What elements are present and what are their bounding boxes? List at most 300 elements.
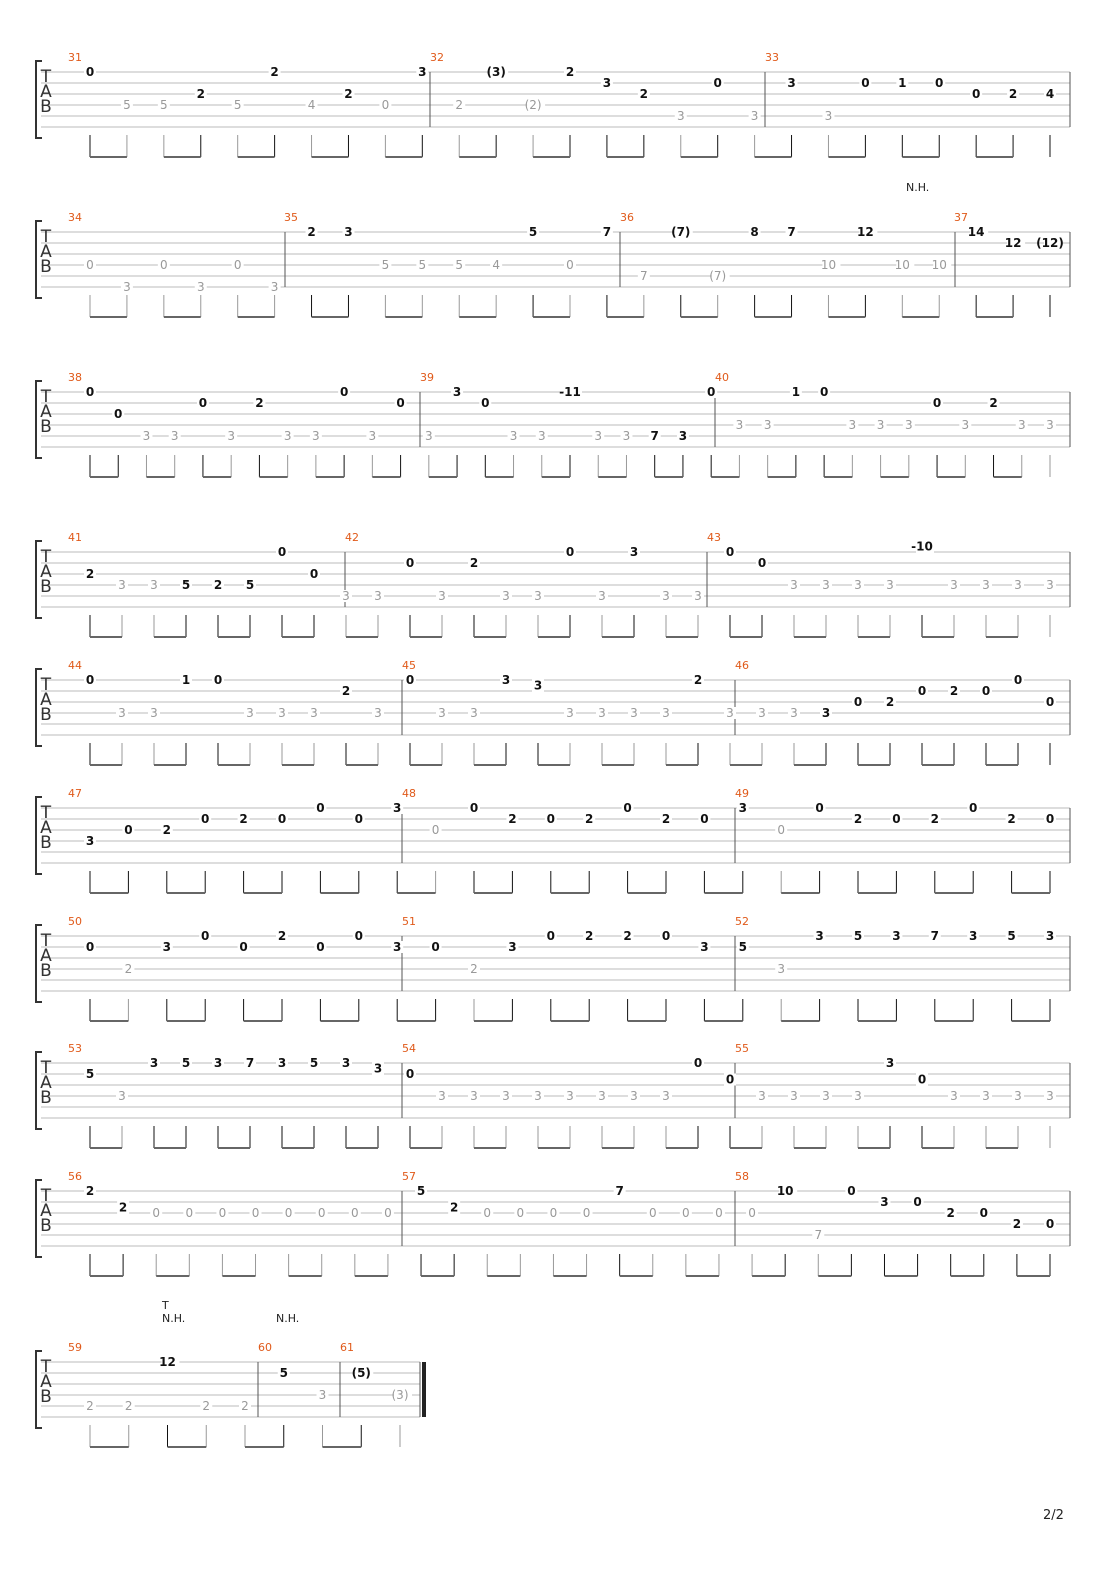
tab-clef-letter: B [40,1216,52,1236]
measure-number: 33 [765,51,779,64]
fret-number: 0 [381,98,390,112]
fret-number: 0 [201,812,210,826]
fret-number: 3 [662,706,670,720]
fret-number: 5 [853,929,863,943]
fret-number: 3 [602,76,612,90]
fret-number: 0 [700,812,709,826]
fret-number: 3 [118,578,126,592]
measure-number: 42 [345,531,359,544]
fret-number: 2 [585,929,594,943]
fret-number: 3 [118,706,126,720]
fret-number: 0 [715,1206,723,1220]
tab-system [36,371,1070,477]
fret-number: 0 [777,823,786,837]
fret-number: 3 [961,418,970,432]
tab-clef-letter: A [40,1073,52,1093]
tab-clef-letter: B [40,705,52,725]
tab-clef-letter: B [40,417,52,437]
fret-number: 3 [854,1089,862,1103]
fret-number: 3 [630,1089,638,1103]
fret-number: 2 [85,1184,95,1198]
fret-number: 3 [452,385,462,399]
tab-system [36,787,1070,893]
tab-clef-letter: T [40,1058,52,1078]
fret-number: 2 [118,1200,128,1215]
fret-number: 5 [85,1067,95,1081]
fret-number: 3 [502,589,510,603]
fret-number: 3 [738,801,747,815]
fret-number: 3 [502,1089,510,1103]
fret-number: 3 [885,1056,895,1070]
tab-clef-letter: A [40,402,52,422]
fret-number: 0 [815,801,824,815]
fret-number: 3 [630,706,638,720]
fret-number: 3 [533,678,543,693]
fret-number: 0 [565,545,575,559]
tab-system [36,531,1070,637]
fret-number: 3 [508,940,517,954]
fret-number: 10 [931,258,947,272]
measure-number: 51 [402,915,416,928]
fret-number: 3 [886,578,894,592]
fret-number: 7 [245,1056,255,1070]
fret-number: 3 [393,940,402,954]
fret-number: 12 [1004,236,1022,250]
fret-number: 0 [124,823,133,837]
fret-number: 0 [661,929,671,943]
fret-number: 3 [278,706,286,720]
fret-number: 3 [905,418,913,432]
measure-number: 41 [68,531,82,544]
fret-number: 7 [602,225,612,239]
fret-number: 0 [405,673,415,687]
page-number: 2/2 [1043,1508,1064,1523]
tab-clef-letter: T [40,803,52,823]
fret-number: 7 [930,929,939,943]
fret-number: 3 [950,578,958,592]
tab-system [36,51,1070,157]
fret-number: 7 [640,269,648,283]
fret-number: 1 [791,385,801,399]
tab-clef-letter: B [40,1387,52,1407]
fret-number: 5 [181,1056,191,1070]
fret-number: 2 [930,812,939,826]
fret-number: 5 [245,578,255,592]
fret-number: 2 [470,962,478,976]
fret-number: 2 [344,87,353,101]
fret-number: 0 [277,545,287,559]
fret-number: 3 [1046,578,1054,592]
fret-number: 3 [149,1056,159,1070]
fret-number: 0 [316,801,325,815]
fret-number: 2 [270,65,279,79]
fret-number: 3 [509,429,518,443]
fret-number: 3 [700,940,709,954]
fret-number: 0 [861,76,870,90]
fret-number: 0 [566,258,574,272]
fret-number: 3 [982,1089,990,1103]
fret-number: 0 [85,673,95,687]
fret-number: 0 [648,1206,657,1220]
fret-number: 2 [946,1206,955,1220]
fret-number: 3 [622,429,631,443]
fret-number: 0 [853,695,863,709]
measure-number: 35 [284,211,298,224]
fret-number: 3 [1014,578,1022,592]
measure-number: 38 [68,371,82,384]
fret-number: 1 [898,76,907,90]
fret-number: 2 [693,673,703,687]
fret-number: 3 [892,929,901,943]
fret-number: 0 [354,812,363,826]
annotation-text: N.H. [276,1312,300,1325]
measure-number: 56 [68,1170,82,1183]
fret-number: 2 [885,695,895,709]
fret-number: 2 [469,556,479,570]
fret-number: 3 [373,1061,383,1076]
tab-clef-letter: T [40,67,52,87]
fret-number: 3 [787,76,796,90]
fret-number: 5 [416,1184,426,1198]
tab-system [36,915,1070,1021]
tab-clef-letter: A [40,242,52,262]
fret-number: 3 [438,1089,446,1103]
fret-number: (3) [486,65,506,79]
measure-number: 39 [420,371,434,384]
tab-system [36,1170,1070,1276]
fret-number: 0 [316,940,325,954]
measure-number: 48 [402,787,416,800]
fret-number: 3 [501,673,511,687]
tab-clef-letter: T [40,227,52,247]
fret-number: 0 [847,1184,856,1198]
fret-number: -11 [559,385,581,399]
fret-number: 12 [857,225,874,239]
fret-number: 0 [917,684,927,698]
tab-clef-letter: A [40,562,52,582]
fret-number: 0 [405,556,415,570]
fret-number: 3 [341,1056,351,1070]
fret-number: 0 [309,567,319,581]
fret-number: 3 [1017,418,1026,432]
fret-number: 5 [309,1056,319,1070]
fret-number: 3 [1045,929,1055,943]
tab-clef-letter: T [40,547,52,567]
fret-number: 3 [876,418,885,432]
fret-number: 3 [196,280,205,294]
fret-number: 0 [682,1206,690,1220]
tab-clef-letter: B [40,961,52,981]
fret-number: 5 [1007,929,1016,943]
fret-number: 0 [405,1067,415,1081]
fret-number: 2 [949,684,959,698]
fret-number: 0 [481,396,490,410]
fret-number: 3 [342,589,350,603]
fret-number: 0 [85,940,95,954]
tab-clef-letter: A [40,690,52,710]
fret-number: 3 [678,429,688,443]
fret-number: 0 [86,258,94,272]
measure-number: 53 [68,1042,82,1055]
fret-number: 3 [374,706,382,720]
fret-number: 3 [123,280,131,294]
fret-number: 0 [582,1206,591,1220]
fret-number: 5 [528,225,538,239]
fret-number: 5 [418,258,427,272]
fret-number: (2) [524,98,542,112]
fret-number: 3 [594,429,603,443]
fret-number: 3 [662,1089,670,1103]
tab-clef-letter: A [40,1372,52,1392]
fret-number: 0 [431,940,440,954]
fret-number: 5 [279,1366,288,1380]
fret-number: 3 [246,706,254,720]
fret-number: 3 [318,1388,327,1402]
fret-number: 3 [438,589,446,603]
fret-number: 2 [255,396,264,410]
fret-number: 2 [307,225,316,239]
fret-number: 2 [853,812,863,826]
fret-number: 4 [1045,87,1055,101]
fret-number: 0 [516,1206,525,1220]
measure-number: 61 [340,1341,354,1354]
fret-number: 0 [351,1206,359,1220]
fret-number: 0 [317,1206,326,1220]
fret-number: 0 [85,65,95,79]
fret-number: 3 [425,429,433,443]
measure-number: 58 [735,1170,749,1183]
tab-system [36,181,1070,317]
fret-number: 2 [639,87,649,101]
fret-number: 3 [735,418,744,432]
fret-number: 0 [1045,695,1055,709]
fret-number: 4 [307,98,316,112]
fret-number: 2 [202,1399,211,1413]
fret-number: 3 [227,429,235,443]
tab-system [36,1299,426,1447]
measure-number: 54 [402,1042,416,1055]
fret-number: 3 [438,706,446,720]
measure-number: 49 [735,787,749,800]
fret-number: 0 [623,801,632,815]
fret-number: 3 [815,929,824,943]
measure-number: 47 [68,787,82,800]
measure-number: 31 [68,51,82,64]
fret-number: 3 [277,1056,287,1070]
fret-number: 3 [662,589,670,603]
fret-number: 3 [418,65,427,79]
fret-number: 10 [894,258,910,272]
tab-clef-letter: B [40,97,52,117]
fret-number: 2 [241,1399,249,1413]
fret-number: 0 [981,684,991,698]
fret-number: 3 [763,418,772,432]
tab-clef-letter: A [40,82,52,102]
fret-number: 3 [982,578,990,592]
fret-number: 0 [339,385,349,399]
tab-system [36,659,1070,765]
fret-number: 0 [160,258,168,272]
fret-number: 0 [1013,673,1023,687]
fret-number: 3 [393,801,402,815]
fret-number: 3 [142,429,151,443]
fret-number: 3 [854,578,862,592]
fret-number: 0 [1045,1217,1055,1231]
annotation-text: N.H. [162,1312,186,1325]
tab-clef-letter: B [40,577,52,597]
measure-number: 59 [68,1341,82,1354]
fret-number: 7 [814,1228,823,1242]
fret-number: 2 [124,962,133,976]
fret-number: 3 [85,834,95,848]
fret-number: -10 [911,539,933,554]
fret-number: 0 [431,823,440,837]
fret-number: 0 [892,812,901,826]
fret-number: 0 [354,929,363,943]
fret-number: 0 [979,1206,988,1220]
fret-number: 5 [738,940,747,954]
fret-number: 2 [455,98,464,112]
fret-number: 10 [776,1184,794,1198]
fret-number: 3 [312,429,320,443]
fret-number: 3 [270,280,279,294]
fret-number: 3 [170,429,179,443]
fret-number: 3 [118,1089,126,1103]
annotation-text: T [162,1299,169,1312]
fret-number: 2 [1007,812,1016,826]
fret-number: 2 [1008,87,1018,101]
measure-number: 44 [68,659,82,672]
measure-number: 55 [735,1042,749,1055]
fret-number: 3 [777,962,786,976]
fret-number: 3 [790,1089,798,1103]
final-barline [422,1362,426,1417]
fret-number: 5 [181,578,191,592]
fret-number: 3 [598,589,606,603]
fret-number: 0 [114,407,123,421]
fret-number: 3 [848,418,857,432]
measure-number: 60 [258,1341,272,1354]
measure-number: 32 [430,51,444,64]
fret-number: 0 [239,940,248,954]
fret-number: 0 [748,1206,756,1220]
tab-clef-letter: T [40,675,52,695]
fret-number: 3 [1046,418,1054,432]
tab-clef-letter: T [40,931,52,951]
fret-number: 3 [969,929,978,943]
fret-number: 5 [233,98,242,112]
tab-clef-letter: A [40,1201,52,1221]
fret-number: (12) [1036,236,1064,250]
fret-number: 0 [546,812,555,826]
measure-number: 45 [402,659,416,672]
fret-number: 2 [341,684,351,698]
fret-number: 3 [726,706,734,720]
fret-number: 3 [758,706,766,720]
fret-number: 3 [534,1089,542,1103]
tab-clef-letter: T [40,1357,52,1377]
fret-number: 3 [1014,1089,1022,1103]
fret-number: 2 [623,929,632,943]
fret-number: 2 [585,812,594,826]
fret-number: 0 [396,396,405,410]
fret-number: 2 [124,1399,133,1413]
fret-number: 2 [162,823,171,837]
fret-number: 3 [368,429,377,443]
measure-number: 36 [620,211,634,224]
fret-number: 7 [650,429,659,443]
fret-number: 3 [283,429,292,443]
fret-number: 3 [213,1056,223,1070]
fret-number: 2 [85,567,95,581]
fret-number: 4 [492,258,500,272]
fret-number: 0 [384,1206,392,1220]
fret-number: 2 [508,812,517,826]
fret-number: 0 [725,545,735,559]
measure-number: 43 [707,531,721,544]
fret-number: 0 [85,385,95,399]
fret-number: 0 [277,812,287,826]
fret-number: 0 [549,1206,558,1220]
fret-number: 3 [758,1089,766,1103]
fret-number: 0 [693,1056,703,1070]
fret-number: (5) [351,1366,371,1380]
tab-clef-letter: B [40,833,52,853]
fret-number: 0 [251,1206,260,1220]
tab-clef-letter: B [40,1088,52,1108]
fret-number: 0 [198,396,208,410]
fret-number: 0 [483,1206,492,1220]
fret-number: 0 [213,673,223,687]
measure-number: 40 [715,371,729,384]
fret-number: 0 [218,1206,227,1220]
fret-number: 14 [967,225,985,239]
fret-number: 0 [1045,812,1055,826]
fret-number: 3 [598,1089,606,1103]
fret-number: 3 [821,706,831,720]
fret-number: 3 [790,578,798,592]
fret-number: 3 [537,429,546,443]
fret-number: 3 [694,589,702,603]
fret-number: 3 [310,706,318,720]
fret-number: 2 [86,1399,94,1413]
annotation-text: N.H. [906,181,930,194]
fret-number: 2 [449,1200,459,1215]
fret-number: 5 [381,258,390,272]
fret-number: 2 [239,812,248,826]
tab-system [36,1042,1070,1148]
fret-number: 3 [566,706,574,720]
fret-number: 3 [790,706,798,720]
fret-number: 0 [284,1206,293,1220]
fret-number: 2 [661,812,671,826]
fret-number: 3 [374,589,382,603]
fret-number: 3 [950,1089,958,1103]
fret-number: 7 [615,1184,624,1198]
fret-number: 3 [150,578,158,592]
fret-number: 5 [160,98,168,112]
fret-number: 2 [565,65,575,79]
fret-number: 3 [880,1195,889,1209]
fret-number: 1 [181,673,191,687]
fret-number: 2 [277,929,287,943]
fret-number: 0 [917,1072,927,1087]
fret-number: 3 [598,706,606,720]
measure-number: 37 [954,211,968,224]
fret-number: 2 [1012,1217,1022,1231]
fret-number: 3 [750,109,759,123]
fret-number: 0 [725,1072,735,1087]
